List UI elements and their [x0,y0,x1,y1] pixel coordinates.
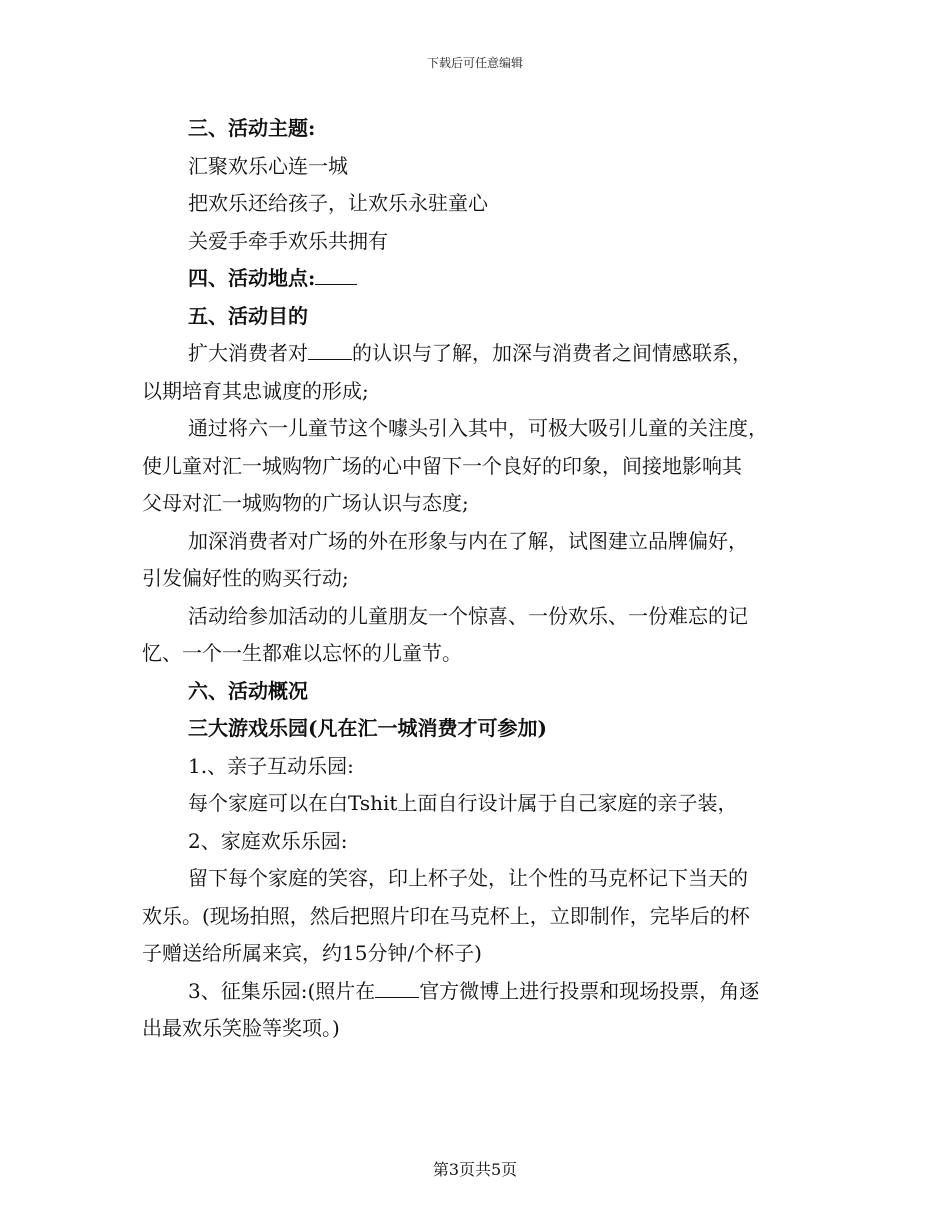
purpose-paragraph-2-line-3: 父母对汇一城购物的广场认识与态度; [142,491,469,515]
section-heading-overview: 六、活动概况 [188,678,308,703]
brand-blank [308,341,352,360]
purpose-paragraph-2-line-1: 通过将六一儿童节这个噱头引入其中，可极大吸引儿童的关注度， [188,416,768,440]
item-3-text-b: 官方微博上进行投票和现场投票，角逐 [419,978,760,1003]
item-2-line-1: 留下每个家庭的笑容，印上杯子处，让个性的马克杯记下当天的 [188,866,748,890]
item-3-line-1 [142,973,807,1011]
purpose-p1-text-a: 扩大消费者对 [188,341,308,365]
item-3-text-a: 3、征集乐园:(照片在 [188,978,376,1003]
item-1-description: 每个家庭可以在白Tshit上面自行设计属于自己家庭的亲子装， [188,791,738,815]
theme-line-1: 汇聚欢乐心连一城 [188,153,348,178]
purpose-paragraph-4-line-2: 忆、一个一生都难以忘怀的儿童节。 [142,641,462,665]
page-header: 下载后可任意编辑 [426,56,523,70]
page-footer: 第3页共5页 [432,1160,518,1179]
purpose-paragraph-3-line-1: 加深消费者对广场的外在形象与内在了解，试图建立品牌偏好， [188,528,748,553]
document-body [142,110,807,1048]
purpose-paragraph-1-line-2: 以期培育其忠诚度的形成; [142,378,369,403]
section-heading-theme: 三、活动主题: [188,116,316,140]
item-2-line-3: 子赠送给所属来宾，约15分钟/个杯子) [142,941,482,965]
theme-line-3: 关爱手牵手欢乐共拥有 [188,228,388,253]
item-2-title: 2、家庭欢乐乐园: [188,828,348,853]
location-heading-text: 四、活动地点: [188,266,316,290]
item-1-title: 1.、亲子互动乐园: [188,753,354,778]
overview-subheading: 三大游戏乐园(凡在汇一城消费才可参加) [188,716,547,740]
location-blank [315,266,357,285]
item-3-line-2: 出最欢乐笑脸等奖项。) [142,1016,340,1040]
item-2-line-2: 欢乐。(现场拍照，然后把照片印在马克杯上，立即制作，完毕后的杯 [142,903,750,928]
section-heading-purpose: 五、活动目的 [188,303,308,328]
weibo-blank [375,979,419,998]
purpose-paragraph-2-line-2: 使儿童对汇一城购物广场的心中留下一个良好的印象，间接地影响其 [142,453,742,478]
purpose-paragraph-3-line-2: 引发偏好性的购买行动; [142,566,349,590]
section-heading-location [142,260,807,298]
theme-line-2: 把欢乐还给孩子，让欢乐永驻童心 [188,191,488,215]
purpose-p1-text-b: 的认识与了解，加深与消费者之间情感联系， [352,341,752,365]
purpose-paragraph-4-line-1: 活动给参加活动的儿童朋友一个惊喜、一份欢乐、一份难忘的记 [188,603,748,628]
purpose-paragraph-1-line-1 [142,335,807,373]
